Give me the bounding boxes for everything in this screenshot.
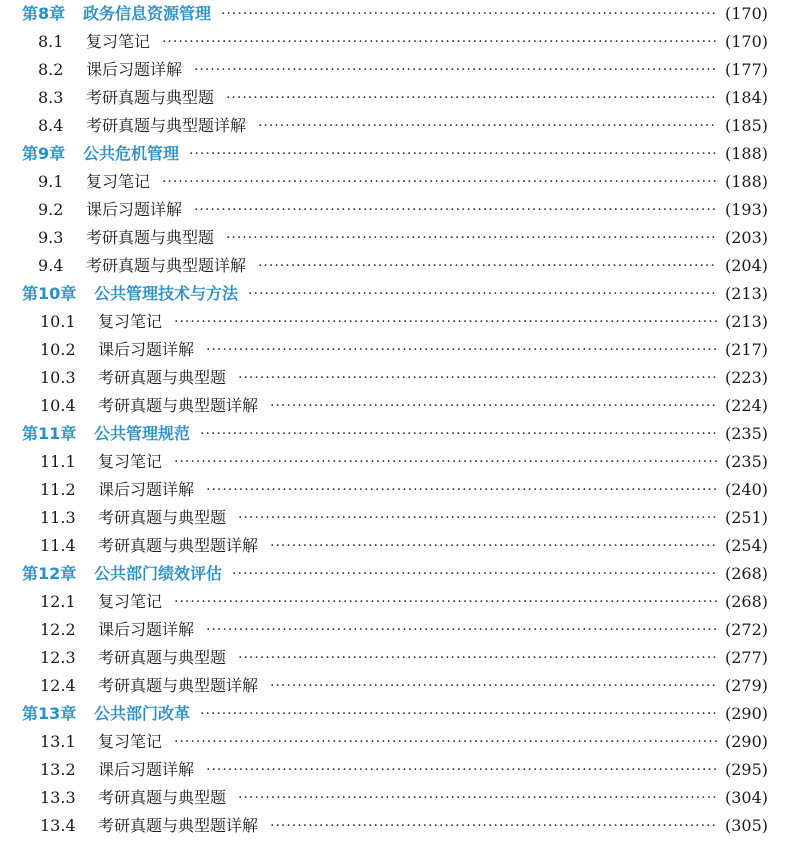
section-title: 考研真题与典型题 bbox=[98, 368, 227, 387]
section-number: 13.2 bbox=[40, 760, 76, 779]
chapter-number: 第11章 bbox=[22, 424, 77, 443]
dot-leader bbox=[189, 140, 717, 168]
page-number: (235) bbox=[724, 452, 768, 471]
section-number: 12.3 bbox=[40, 648, 76, 667]
section-number: 10.3 bbox=[40, 368, 76, 387]
dot-leader bbox=[174, 588, 717, 616]
chapter-title: 公共危机管理 bbox=[83, 144, 180, 163]
section-title: 复习笔记 bbox=[98, 452, 163, 471]
dot-leader bbox=[200, 700, 717, 728]
section-number: 12.1 bbox=[40, 592, 76, 611]
page-number: (188) bbox=[724, 144, 768, 163]
dot-leader bbox=[194, 196, 717, 224]
section-number: 9.4 bbox=[38, 256, 64, 275]
chapter-number: 第9章 bbox=[22, 144, 66, 163]
section-number: 11.4 bbox=[40, 536, 76, 555]
dot-leader bbox=[162, 168, 717, 196]
section-title: 考研真题与典型题详解 bbox=[86, 116, 247, 135]
dot-leader bbox=[238, 504, 717, 532]
dot-leader bbox=[248, 280, 717, 308]
toc-section-row[interactable] bbox=[0, 224, 790, 252]
page-number: (290) bbox=[724, 704, 768, 723]
toc-chapter-row[interactable] bbox=[0, 0, 790, 28]
dot-leader bbox=[174, 448, 717, 476]
dot-leader bbox=[238, 784, 717, 812]
toc-section-row[interactable] bbox=[0, 756, 790, 784]
dot-leader bbox=[270, 392, 717, 420]
toc-section-row[interactable] bbox=[0, 28, 790, 56]
dot-leader bbox=[206, 476, 717, 504]
section-title: 课后习题详解 bbox=[98, 340, 195, 359]
toc-section-row[interactable] bbox=[0, 448, 790, 476]
page-number: (223) bbox=[724, 368, 768, 387]
toc-chapter-row[interactable] bbox=[0, 140, 790, 168]
dot-leader bbox=[194, 56, 717, 84]
section-title: 考研真题与典型题 bbox=[98, 508, 227, 527]
section-title: 考研真题与典型题 bbox=[98, 648, 227, 667]
toc-section-row[interactable] bbox=[0, 504, 790, 532]
section-title: 考研真题与典型题详解 bbox=[98, 676, 259, 695]
toc-section-row[interactable] bbox=[0, 308, 790, 336]
page-number: (279) bbox=[724, 676, 768, 695]
page-number: (235) bbox=[724, 424, 768, 443]
dot-leader bbox=[206, 756, 717, 784]
section-number: 10.1 bbox=[40, 312, 76, 331]
chapter-title: 政务信息资源管理 bbox=[83, 4, 212, 23]
chapter-number: 第8章 bbox=[22, 4, 66, 23]
section-number: 11.3 bbox=[40, 508, 76, 527]
toc-section-row[interactable] bbox=[0, 616, 790, 644]
page-number: (193) bbox=[724, 200, 768, 219]
section-title: 考研真题与典型题详解 bbox=[86, 256, 247, 275]
section-number: 10.2 bbox=[40, 340, 76, 359]
section-title: 考研真题与典型题详解 bbox=[98, 816, 259, 835]
dot-leader bbox=[200, 420, 717, 448]
page-number: (268) bbox=[724, 592, 768, 611]
chapter-title: 公共部门绩效评估 bbox=[94, 564, 223, 583]
page-number: (290) bbox=[724, 732, 768, 751]
page-number: (268) bbox=[724, 564, 768, 583]
page-number: (170) bbox=[724, 4, 768, 23]
page-number: (224) bbox=[724, 396, 768, 415]
page-number: (213) bbox=[724, 312, 768, 331]
dot-leader bbox=[206, 616, 717, 644]
chapter-title: 公共部门改革 bbox=[94, 704, 191, 723]
toc-section-row[interactable] bbox=[0, 588, 790, 616]
page-number: (240) bbox=[724, 480, 768, 499]
dot-leader bbox=[226, 84, 717, 112]
section-number: 13.3 bbox=[40, 788, 76, 807]
section-title: 考研真题与典型题 bbox=[86, 88, 215, 107]
toc-section-row[interactable] bbox=[0, 196, 790, 224]
toc-chapter-row[interactable] bbox=[0, 560, 790, 588]
section-title: 课后习题详解 bbox=[98, 480, 195, 499]
dot-leader bbox=[174, 728, 717, 756]
page-number: (177) bbox=[724, 60, 768, 79]
section-number: 8.3 bbox=[38, 88, 64, 107]
toc-section-row[interactable] bbox=[0, 168, 790, 196]
section-title: 考研真题与典型题 bbox=[98, 788, 227, 807]
toc-section-row[interactable] bbox=[0, 784, 790, 812]
page-number: (251) bbox=[724, 508, 768, 527]
dot-leader bbox=[162, 28, 717, 56]
chapter-number: 第13章 bbox=[22, 704, 77, 723]
toc-section-row[interactable] bbox=[0, 672, 790, 700]
toc-section-row[interactable] bbox=[0, 112, 790, 140]
section-title: 考研真题与典型题详解 bbox=[98, 396, 259, 415]
section-title: 课后习题详解 bbox=[98, 620, 195, 639]
dot-leader bbox=[174, 308, 717, 336]
section-title: 课后习题详解 bbox=[86, 200, 183, 219]
toc-section-row[interactable] bbox=[0, 84, 790, 112]
section-title: 考研真题与典型题详解 bbox=[98, 536, 259, 555]
section-number: 12.2 bbox=[40, 620, 76, 639]
toc-section-row[interactable] bbox=[0, 392, 790, 420]
chapter-title: 公共管理技术与方法 bbox=[94, 284, 239, 303]
chapter-title: 公共管理规范 bbox=[94, 424, 191, 443]
section-title: 课后习题详解 bbox=[86, 60, 183, 79]
page-number: (277) bbox=[724, 648, 768, 667]
toc-section-row[interactable] bbox=[0, 364, 790, 392]
section-title: 复习笔记 bbox=[98, 592, 163, 611]
section-number: 11.1 bbox=[40, 452, 76, 471]
page-number: (204) bbox=[724, 256, 768, 275]
section-number: 8.2 bbox=[38, 60, 64, 79]
page-number: (188) bbox=[724, 172, 768, 191]
toc-chapter-row[interactable] bbox=[0, 420, 790, 448]
page-number: (184) bbox=[724, 88, 768, 107]
page-number: (305) bbox=[724, 816, 768, 835]
toc-section-row[interactable] bbox=[0, 252, 790, 280]
section-number: 9.2 bbox=[38, 200, 64, 219]
dot-leader bbox=[238, 644, 717, 672]
page-number: (254) bbox=[724, 536, 768, 555]
section-number: 12.4 bbox=[40, 676, 76, 695]
dot-leader bbox=[270, 532, 717, 560]
toc-section-row[interactable] bbox=[0, 476, 790, 504]
page-number: (185) bbox=[724, 116, 768, 135]
section-number: 8.4 bbox=[38, 116, 64, 135]
section-title: 复习笔记 bbox=[86, 172, 151, 191]
page-number: (213) bbox=[724, 284, 768, 303]
toc-section-row[interactable] bbox=[0, 56, 790, 84]
toc-section-row[interactable] bbox=[0, 336, 790, 364]
page-number: (295) bbox=[724, 760, 768, 779]
toc-section-row[interactable] bbox=[0, 644, 790, 672]
page-number: (304) bbox=[724, 788, 768, 807]
section-title: 复习笔记 bbox=[98, 732, 163, 751]
section-title: 考研真题与典型题 bbox=[86, 228, 215, 247]
section-number: 13.1 bbox=[40, 732, 76, 751]
toc-section-row[interactable] bbox=[0, 728, 790, 756]
page-number: (170) bbox=[724, 32, 768, 51]
section-number: 9.1 bbox=[38, 172, 64, 191]
section-number: 13.4 bbox=[40, 816, 76, 835]
section-number: 10.4 bbox=[40, 396, 76, 415]
dot-leader bbox=[258, 252, 717, 280]
section-number: 11.2 bbox=[40, 480, 76, 499]
page-number: (203) bbox=[724, 228, 768, 247]
section-title: 课后习题详解 bbox=[98, 760, 195, 779]
dot-leader bbox=[226, 224, 717, 252]
dot-leader bbox=[238, 364, 717, 392]
chapter-number: 第12章 bbox=[22, 564, 77, 583]
section-number: 8.1 bbox=[38, 32, 64, 51]
dot-leader bbox=[270, 812, 717, 840]
dot-leader bbox=[221, 0, 717, 28]
section-title: 复习笔记 bbox=[86, 32, 151, 51]
page-number: (217) bbox=[724, 340, 768, 359]
dot-leader bbox=[206, 336, 717, 364]
section-title: 复习笔记 bbox=[98, 312, 163, 331]
chapter-number: 第10章 bbox=[22, 284, 77, 303]
toc-section-row[interactable] bbox=[0, 812, 790, 840]
dot-leader bbox=[258, 112, 717, 140]
page-number: (272) bbox=[724, 620, 768, 639]
toc-chapter-row[interactable] bbox=[0, 280, 790, 308]
section-number: 9.3 bbox=[38, 228, 64, 247]
toc-section-row[interactable] bbox=[0, 532, 790, 560]
dot-leader bbox=[270, 672, 717, 700]
dot-leader bbox=[232, 560, 717, 588]
toc-chapter-row[interactable] bbox=[0, 700, 790, 728]
